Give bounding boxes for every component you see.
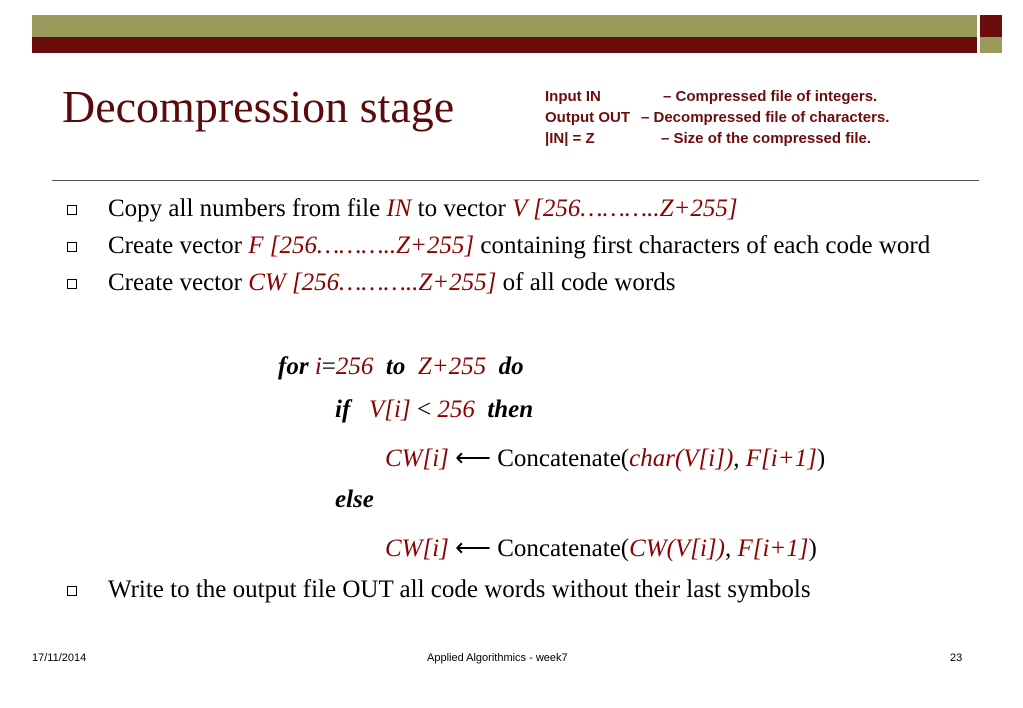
code-for-line xyxy=(278,353,524,381)
title-divider xyxy=(52,180,979,181)
bullet-italic: V [256………..Z+255] xyxy=(512,195,738,222)
footer-date: 17/11/2014 xyxy=(32,652,87,664)
code-arg: F[i+1] xyxy=(745,445,817,472)
code-assign-1 xyxy=(385,443,825,473)
arrow-icon: ⟵ xyxy=(448,445,498,472)
code-assign-2 xyxy=(385,533,817,563)
code-op: , xyxy=(724,535,738,562)
kw-then: then xyxy=(487,396,534,423)
bullet-text: Write to the output file OUT all code words without their last symbols xyxy=(108,576,811,603)
io-label: Input IN xyxy=(545,88,601,105)
kw-to: to xyxy=(385,353,406,380)
io-description: – Size of the compressed file. xyxy=(661,130,872,147)
slide-content-bottom xyxy=(62,573,962,607)
square-bullet-icon xyxy=(67,279,77,289)
red-square xyxy=(980,15,1002,37)
red-band xyxy=(32,37,977,53)
code-op: ) xyxy=(808,535,817,562)
kw-for: for xyxy=(278,353,309,380)
io-label: Output OUT xyxy=(545,109,630,126)
square-bullet-icon xyxy=(67,586,77,596)
code-value: Z+255 xyxy=(417,353,487,380)
code-else-line xyxy=(335,486,374,514)
code-op: , xyxy=(733,445,746,472)
olive-band xyxy=(32,15,977,37)
footer-course: Applied Algorithmics - week7 xyxy=(427,652,568,664)
olive-square xyxy=(980,37,1002,53)
code-arg: F[i+1] xyxy=(737,535,809,562)
bullet-text: Copy all numbers from file xyxy=(108,195,387,222)
code-op: = xyxy=(321,353,336,380)
kw-else: else xyxy=(335,486,374,513)
code-arg: char(V[i]) xyxy=(629,445,734,472)
code-op: ) xyxy=(816,445,826,472)
code-value: 256 xyxy=(335,353,374,380)
kw-if: if xyxy=(335,396,351,423)
bullet-copy-numbers xyxy=(62,192,962,226)
arrow-icon: ⟵ xyxy=(448,535,498,562)
bullet-italic: CW [256………..Z+255] xyxy=(248,269,497,296)
bullet-italic: IN xyxy=(386,195,412,222)
code-value: 256 xyxy=(437,396,475,423)
code-func: Concatenate( xyxy=(497,535,630,562)
code-arg: CW(V[i]) xyxy=(629,535,725,562)
code-var: V[i] xyxy=(369,396,411,423)
io-description: – Decompressed file of characters. xyxy=(641,109,890,126)
io-description: – Compressed file of integers. xyxy=(663,88,878,105)
footer-page-number: 23 xyxy=(950,652,963,664)
bullet-text: to vector xyxy=(411,195,513,222)
bullet-text: containing first characters of each code word xyxy=(474,232,931,259)
slide-title: Decompression stage xyxy=(62,81,455,132)
bullet-italic: F [256………..Z+255] xyxy=(248,232,475,259)
code-op: < xyxy=(410,396,438,423)
code-var: CW[i] xyxy=(385,535,449,562)
square-bullet-icon xyxy=(67,205,77,215)
code-if-line xyxy=(335,396,533,424)
slide-content xyxy=(62,192,962,300)
bullet-text: Create vector xyxy=(108,269,249,296)
top-decoration xyxy=(0,0,1023,52)
io-label: |IN| = Z xyxy=(545,130,595,147)
bullet-text: Create vector xyxy=(108,232,249,259)
bullet-write-output xyxy=(62,573,962,607)
kw-do: do xyxy=(498,353,524,380)
bullet-create-cw xyxy=(62,266,962,300)
code-func: Concatenate( xyxy=(497,445,630,472)
code-var: CW[i] xyxy=(385,445,449,472)
code-var: i xyxy=(314,353,322,380)
square-bullet-icon xyxy=(67,242,77,252)
bullet-create-f xyxy=(62,229,962,263)
bullet-text: of all code words xyxy=(496,269,676,296)
